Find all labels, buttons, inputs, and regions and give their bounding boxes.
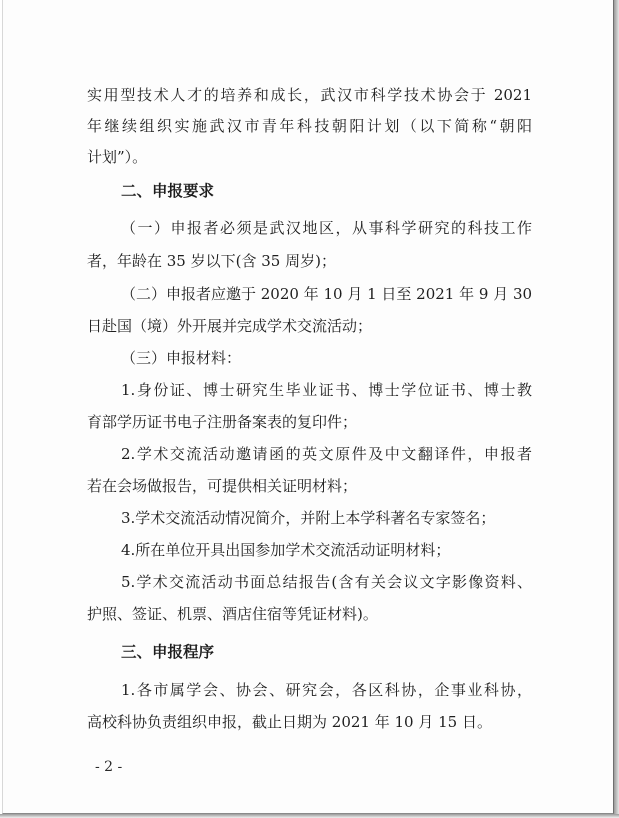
requirement-1-line-2: 者，年龄在 35 岁以下(含 35 周岁)； [87, 252, 336, 270]
section-heading-procedure: 三、申报程序 [121, 643, 215, 661]
paragraph-line-3: 计划”）。 [87, 148, 148, 166]
paragraph-line-1: 实用型技术人才的培养和成长，武汉市科学技术协会于 2021 [87, 86, 532, 104]
material-4: 4.所在单位开具出国参加学术交流活动证明材料； [121, 541, 451, 559]
material-1-line-2: 育部学历证书电子注册备案表的复印件； [87, 413, 358, 431]
requirement-2-line-1: （二）申报者应邀于 2020 年 10 月 1 日至 2021 年 9 月 30 [121, 285, 533, 303]
page-shadow-right [614, 0, 619, 818]
material-2-line-1: 2.学术交流活动邀请函的英文原件及中文翻译件，申报者 [121, 445, 532, 463]
material-3: 3.学术交流活动情况简介，并附上本学科著名专家签名； [121, 509, 496, 527]
requirement-2-line-2: 日赴国（境）外开展并完成学术交流活动； [87, 317, 373, 335]
material-1-line-1: 1.身份证、博士研究生毕业证书、博士学位证书、博士教 [121, 381, 532, 399]
requirement-1-line-1: （一）申报者必须是武汉地区，从事科学研究的科技工作 [121, 219, 532, 237]
paragraph-line-2: 年继续组织实施武汉市青年科技朝阳计划（以下简称“朝阳 [87, 117, 532, 135]
document-page [2, 0, 614, 814]
procedure-1-line-2: 高校科协负责组织申报，截止日期为 2021 年 10 月 15 日。 [87, 713, 492, 731]
requirement-3-heading: （三）申报材料： [121, 349, 242, 367]
section-heading-requirements: 二、申报要求 [121, 182, 215, 200]
procedure-1-line-1: 1.各市属学会、协会、研究会，各区科协，企事业科协， [121, 681, 532, 699]
material-2-line-2: 若在会场做报告，可提供相关证明材料； [87, 477, 358, 495]
material-5-line-1: 5.学术交流活动书面总结报告(含有关会议文字影像资料、 [121, 573, 532, 591]
material-5-line-2: 护照、签证、机票、酒店住宿等凭证材料)。 [87, 605, 378, 623]
page-number: - 2 - [95, 759, 123, 775]
page-shadow-bottom [0, 814, 619, 818]
